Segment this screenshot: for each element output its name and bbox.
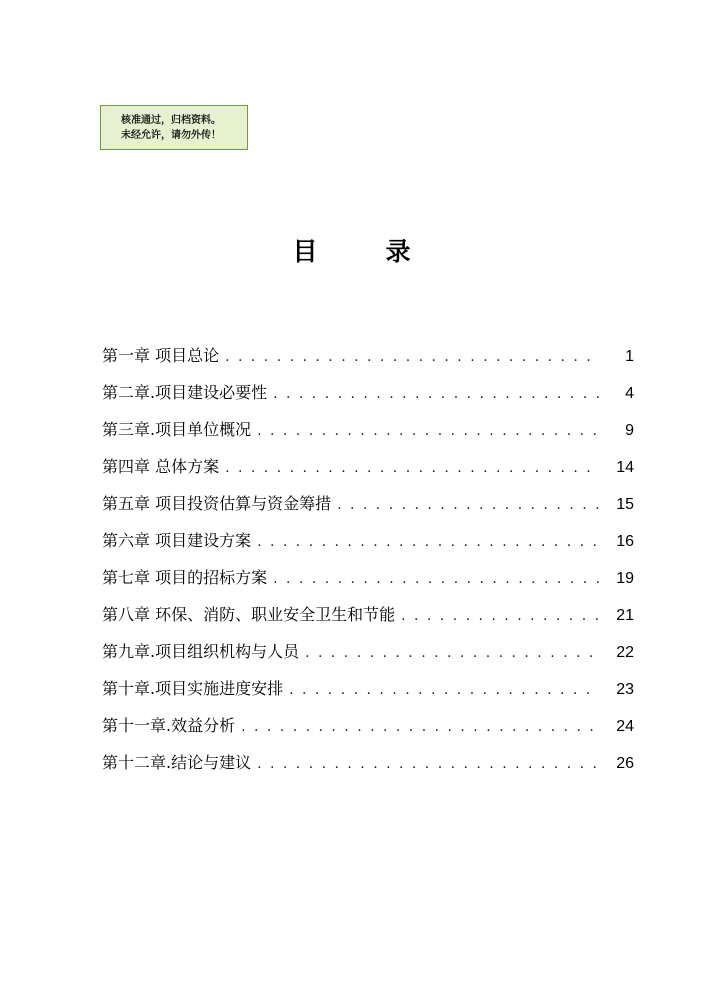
toc-dot-leader: [257, 423, 600, 439]
toc-entry-label: 第五章 项目投资估算与资金筹措: [102, 494, 332, 513]
toc-entry-1[interactable]: [102, 343, 634, 380]
toc-entry-label: 第二章.项目建设必要性: [102, 383, 268, 402]
toc-page-number: 9: [625, 422, 634, 439]
stamp-line-2: 未经允许，请勿外传！: [121, 129, 221, 141]
toc-dot-leader: [225, 460, 600, 476]
toc-dot-leader: [225, 349, 600, 365]
toc-entry-label: 第九章.项目组织机构与人员: [102, 642, 300, 661]
toc-entry-label: 第六章 项目建设方案: [102, 531, 252, 550]
toc-entry-4[interactable]: [102, 454, 634, 491]
toc-page-number: 19: [616, 570, 634, 587]
page-title: 目录: [292, 237, 479, 266]
toc-entry-label: 第一章 项目总论: [102, 346, 220, 365]
approval-stamp: [100, 105, 248, 150]
table-of-contents: [102, 343, 634, 787]
toc-entry-8[interactable]: [102, 602, 634, 639]
toc-entry-label: 第七章 项目的招标方案: [102, 568, 268, 587]
toc-entry-label: 第三章.项目单位概况: [102, 420, 252, 439]
toc-entry-label: 第十章.项目实施进度安排: [102, 679, 284, 698]
toc-page-number: 14: [616, 459, 634, 476]
toc-entry-10[interactable]: [102, 676, 634, 713]
toc-entry-11[interactable]: [102, 713, 634, 750]
toc-dot-leader: [257, 534, 600, 550]
toc-entry-9[interactable]: [102, 639, 634, 676]
toc-entry-label: 第四章 总体方案: [102, 457, 220, 476]
toc-page-number: 23: [616, 681, 634, 698]
toc-page-number: 24: [616, 718, 634, 735]
toc-dot-leader: [305, 645, 600, 661]
toc-entry-6[interactable]: [102, 528, 634, 565]
toc-page-number: 16: [616, 533, 634, 550]
toc-page-number: 26: [616, 755, 634, 772]
toc-entry-2[interactable]: [102, 380, 634, 417]
toc-entry-7[interactable]: [102, 565, 634, 602]
toc-dot-leader: [337, 497, 600, 513]
toc-dot-leader: [273, 571, 600, 587]
toc-dot-leader: [257, 756, 600, 772]
toc-dot-leader: [241, 719, 600, 735]
toc-page-number: 22: [616, 644, 634, 661]
toc-entry-12[interactable]: [102, 750, 634, 787]
toc-dot-leader: [273, 386, 600, 402]
toc-page-number: 21: [616, 607, 634, 624]
toc-entry-label: 第十二章.结论与建议: [102, 753, 252, 772]
toc-page-number: 1: [625, 348, 634, 365]
stamp-line-1: 核准通过，归档资料。: [121, 114, 221, 126]
toc-page-number: 4: [625, 385, 634, 402]
toc-entry-label: 第八章 环保、消防、职业安全卫生和节能: [102, 605, 396, 624]
toc-dot-leader: [401, 608, 600, 624]
toc-entry-label: 第十一章.效益分析: [102, 716, 236, 735]
toc-dot-leader: [289, 682, 600, 698]
toc-page-number: 15: [616, 496, 634, 513]
toc-entry-5[interactable]: [102, 491, 634, 528]
toc-entry-3[interactable]: [102, 417, 634, 454]
